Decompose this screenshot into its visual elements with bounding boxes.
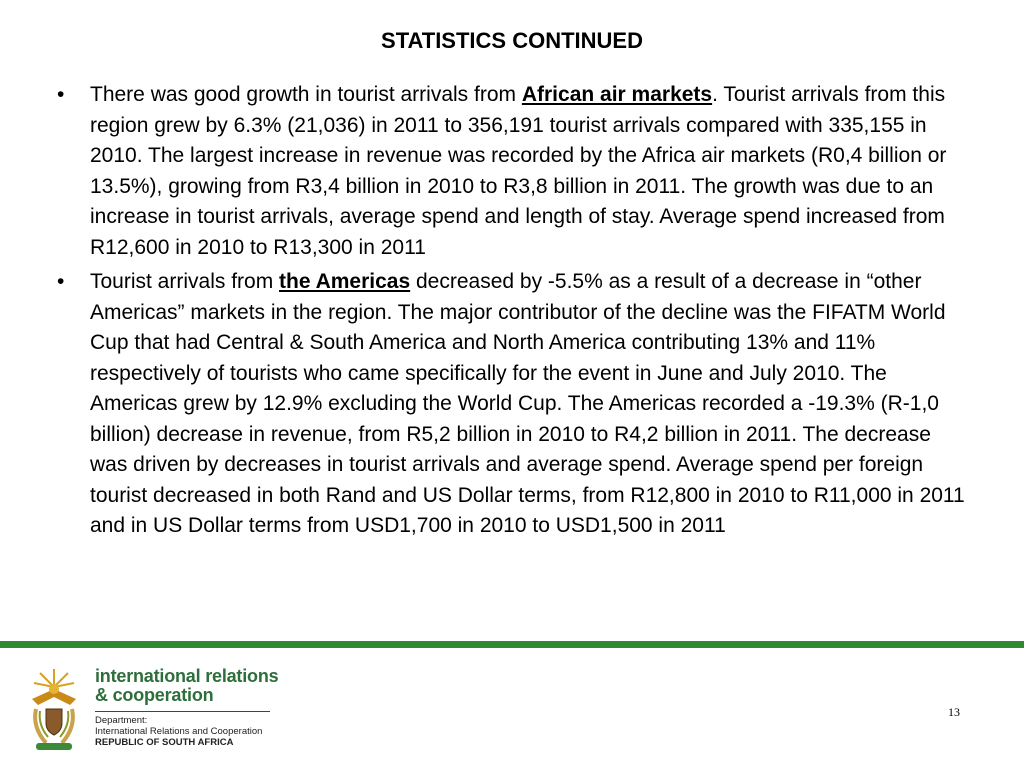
bullet-highlight: African air markets [521, 83, 713, 106]
bullet-item [50, 267, 970, 542]
bullet-text-pre: There was good growth in tourist arrivals from [90, 83, 522, 106]
bullet-marker: • [57, 83, 65, 106]
brand-line-2: & cooperation [95, 685, 214, 705]
dept-label: Department: [95, 715, 148, 726]
coat-of-arms-icon [24, 665, 84, 753]
brand-line-1: international relations [95, 666, 279, 686]
footer-brand [95, 667, 295, 748]
footer-divider-bar [0, 641, 1024, 648]
brand-divider [95, 711, 270, 712]
country-name: REPUBLIC OF SOUTH AFRICA [95, 737, 234, 748]
bullet-text-post: decreased by -5.5% as a result of a decrease in “other Americas” markets in the region. The major contributor of the decline was the FIFATM World Cup that had Central & South America and North America contributing 13% and 11% respectively of tourists who came specifically for the event in June and July 2010. The Americas grew by 12.9% excluding the World Cup. The Americas recorded a -19.3% (R-1,0 billion) decrease in revenue, from R5,2 billion in 2010 to R4,2 billion in 2011. The decrease was driven by decreases in tourist arrivals and average spend. Average spend per foreign tourist decreased in both Rand and US Dollar terms, from R12,800 in 2010 to R11,000 in 2011 and in US Dollar terms from USD1,700 in 2010 to USD1,500 in 2011 [90, 270, 965, 537]
bullet-text [90, 267, 970, 542]
slide-title: STATISTICS CONTINUED [381, 28, 643, 53]
bullet-highlight: the Americas [279, 270, 411, 293]
bullet-text [90, 80, 970, 263]
bullet-list [50, 80, 970, 546]
bullet-item [50, 80, 970, 263]
dept-name: International Relations and Cooperation [95, 726, 263, 737]
page-number: 13 [948, 705, 960, 719]
bullet-marker: • [57, 270, 65, 293]
bullet-text-post: . Tourist arrivals from this region grew by 6.3% (21,036) in 2011 to 356,191 tourist arrivals compared with 335,155 in 2010. The largest increase in revenue was recorded by the Africa air markets (R0,4 billion or 13.5%), growing from R3,4 billion in 2010 to R3,8 billion in 2011. The growth was due to an increase in tourist arrivals, average spend and length of stay. Average spend increased from R12,600 in 2010 to R13,300 in 2011 [90, 83, 947, 259]
bullet-text-pre: Tourist arrivals from [90, 270, 280, 293]
